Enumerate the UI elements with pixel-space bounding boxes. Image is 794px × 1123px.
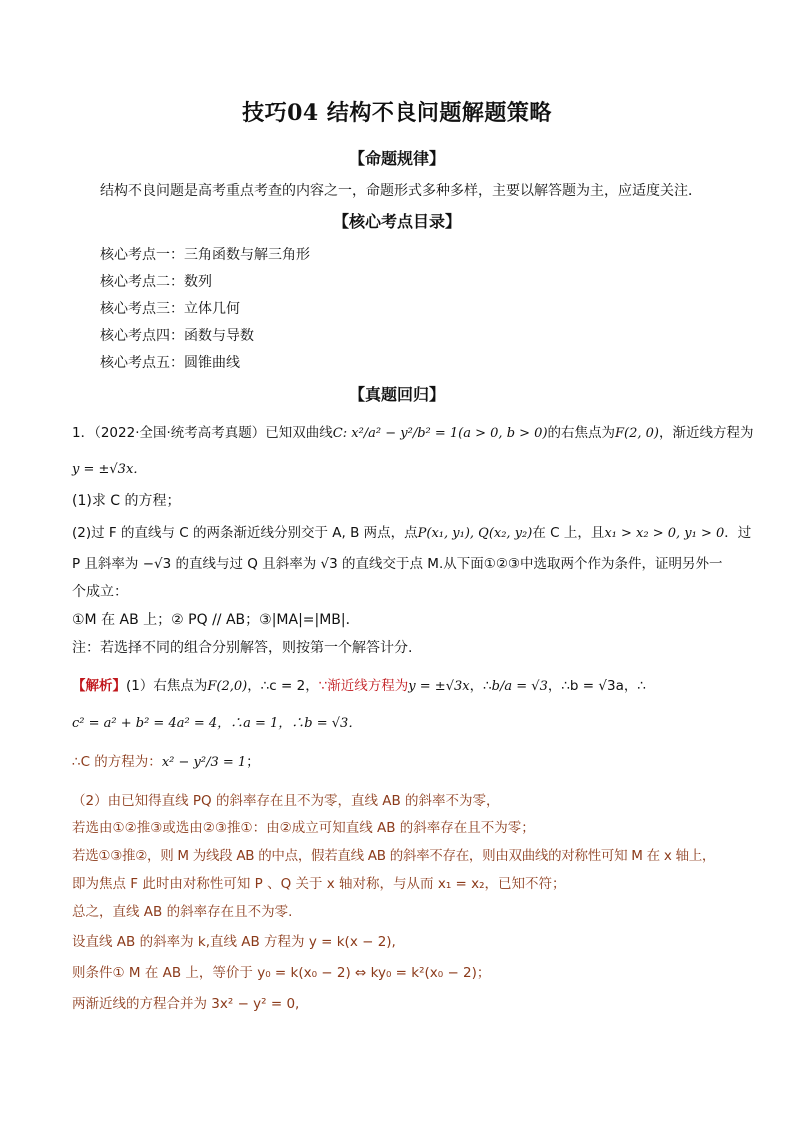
q2-text-c: ．过 (724, 525, 752, 541)
question-1: (1)求 C 的方程； (72, 493, 181, 509)
solution-line-3 (72, 750, 732, 770)
catalog-item: 核心考点四：函数与导数 (100, 328, 254, 344)
solution-line-1 (72, 674, 732, 694)
s3-a: ∴C 的方程为： (72, 754, 162, 770)
s1-g: b/a = √3 (491, 679, 548, 694)
s1-c: ，∴c = 2， (247, 678, 319, 694)
solution-line-5: 若选由①②推③或选由②③推①：由②成立可知直线 AB 的斜率存在且不为零； (72, 820, 535, 836)
catalog-item: 核心考点三：立体几何 (100, 301, 240, 317)
page-title: 技巧04 结构不良问题解题策略 (242, 100, 552, 126)
focus-point: F(2, 0) (615, 426, 660, 441)
problem-intro-a: 1．（2022·全国·统考高考真题）已知双曲线 (72, 425, 333, 441)
problem-intro-b: 的右焦点为 (547, 425, 616, 441)
solution-line-7: 即为焦点 F 此时由对称性可知 P 、Q 关于 x 轴对称，与从而 x₁ = x₂，已知不符； (72, 876, 566, 892)
solution-line-6: 若选①③推②，则 M 为线段 AB 的中点，假若直线 AB 的斜率不存在，则由双曲线的对称性可知 M 在 x 轴上， (72, 848, 716, 864)
catalog-item: 核心考点二：数列 (100, 274, 212, 290)
s3-c: ； (246, 754, 260, 770)
solution-label: 【解析】 (72, 678, 126, 694)
solution-line-8: 总之，直线 AB 的斜率存在且不为零. (72, 904, 293, 920)
question-2-line-2: P 且斜率为 −√3 的直线与过 Q 且斜率为 √3 的直线交于点 M.从下面①②③中选取两个作为条件，证明另外一 (72, 556, 723, 572)
question-2-line-1 (72, 521, 752, 541)
q2-text-b: 在 C 上，且 (532, 525, 605, 541)
solution-line-11: 两渐近线的方程合并为 3x² − y² = 0, (72, 996, 300, 1012)
solution-line-9: 设直线 AB 的斜率为 k,直线 AB 方程为 y = k(x − 2), (72, 934, 396, 950)
q2-condition: x₁ > x₂ > 0, y₁ > 0 (604, 526, 725, 541)
s1-d: ∵渐近线方程为 (318, 678, 409, 694)
catalog-item: 核心考点一：三角函数与解三角形 (100, 247, 310, 263)
catalog-item: 核心考点五：圆锥曲线 (100, 355, 240, 371)
rule-heading: 【命题规律】 (348, 149, 445, 168)
s1-h: ，∴b = √3a，∴ (547, 678, 646, 694)
solution-line-4: （2）由已知得直线 PQ 的斜率存在且不为零，直线 AB 的斜率不为零， (72, 793, 500, 809)
problem-intro (72, 421, 754, 441)
catalog-heading: 【核心考点目录】 (332, 212, 461, 231)
note: 注：若选择不同的组合分别解答，则按第一个解答计分. (72, 640, 413, 656)
problem-intro-c: ，渐近线方程为 (659, 425, 754, 441)
s1-e: y = ±√3x (408, 679, 470, 694)
review-heading: 【真题回归】 (348, 385, 445, 404)
asymptote-equation: y = ±√3x． (72, 462, 147, 477)
s1-a: (1）右焦点为 (126, 678, 208, 694)
curve-equation: C: x²/a² − y²/b² = 1(a > 0, b > 0) (332, 426, 548, 441)
s3-b: x² − y²/3 = 1 (161, 755, 247, 770)
solution-line-10: 则条件① M 在 AB 上，等价于 y₀ = k(x₀ − 2) ⇔ ky₀ = k²(x₀ − 2)； (72, 965, 491, 981)
q2-points: P(x₁, y₁), Q(x₂, y₂) (417, 526, 533, 541)
q2-text-a: (2)过 F 的直线与 C 的两条渐近线分别交于 A, B 两点，点 (72, 525, 418, 541)
question-2-line-3: 个成立： (72, 584, 128, 600)
solution-line-2: c² = a² + b² = 4a² = 4，∴a = 1，∴b = √3． (72, 716, 362, 731)
s1-b: F(2,0) (207, 679, 248, 694)
s1-f: ，∴ (469, 678, 492, 694)
rule-text: 结构不良问题是高考重点考查的内容之一，命题形式多种多样，主要以解答题为主，应适度关注． (100, 183, 702, 199)
options: ①M 在 AB 上；② PQ // AB；③|MA|=|MB|． (72, 612, 360, 628)
